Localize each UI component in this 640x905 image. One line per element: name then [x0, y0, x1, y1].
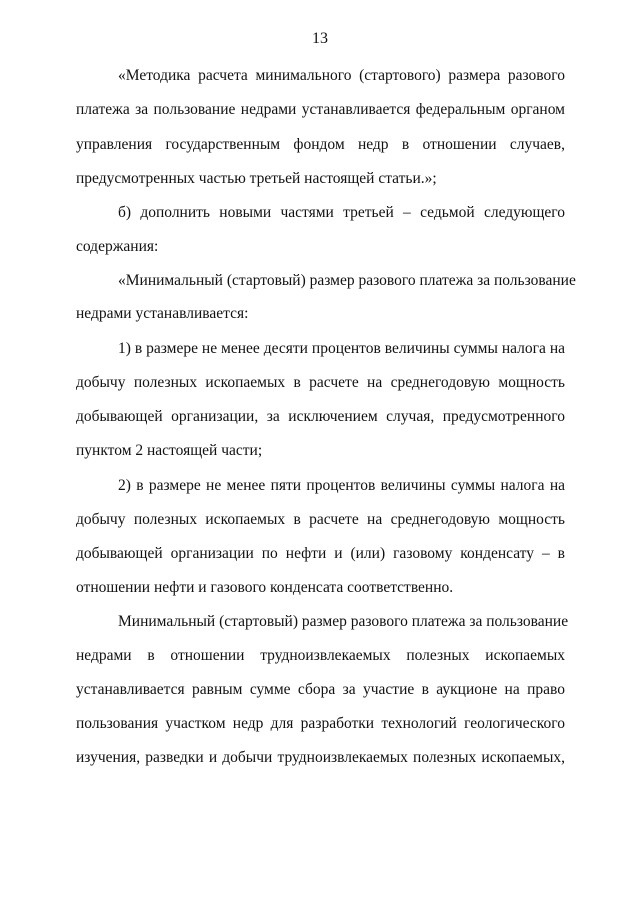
text-line: 1) в размере не менее десяти процентов величины суммы налога на [118, 340, 565, 357]
text-line: отношении нефти и газового конденсата соответственно. [76, 579, 454, 596]
text-line: б) дополнить новыми частями третьей – седьмой следующего [118, 204, 565, 221]
text-line: Минимальный (стартовый) размер разового платежа за пользование [118, 613, 569, 630]
page-number: 13 [312, 30, 328, 47]
text-line: изучения, разведки и добычи трудноизвлекаемых полезных ископаемых, [76, 749, 565, 766]
text-line: добывающей организации, за исключением случая, предусмотренного [76, 408, 565, 425]
text-line: содержания: [76, 238, 159, 255]
text-line: «Минимальный (стартовый) размер разового платежа за пользование [118, 272, 576, 289]
text-line: 2) в размере не менее пяти процентов величины суммы налога на [118, 477, 565, 494]
text-line: платежа за пользование недрами устанавливается федеральным органом [76, 101, 565, 118]
text-line: недрами в отношении трудноизвлекаемых полезных ископаемых [76, 647, 565, 664]
text-line: пунктом 2 настоящей части; [76, 442, 263, 459]
text-line: «Методика расчета минимального (стартового) размера разового [118, 67, 565, 84]
text-line: предусмотренных частью третьей настоящей статьи.»; [76, 170, 437, 187]
text-line: недрами устанавливается: [76, 305, 249, 322]
text-line: пользования участком недр для разработки технологий геологического [76, 715, 565, 732]
text-line: добывающей организации по нефти и (или) газовому конденсату – в [76, 545, 565, 562]
text-line: управления государственным фондом недр в отношении случаев, [76, 136, 565, 153]
text-line: добычу полезных ископаемых в расчете на среднегодовую мощность [76, 511, 565, 528]
text-line: устанавливается равным сумме сбора за участие в аукционе на право [76, 681, 565, 698]
text-line: добычу полезных ископаемых в расчете на среднегодовую мощность [76, 374, 565, 391]
